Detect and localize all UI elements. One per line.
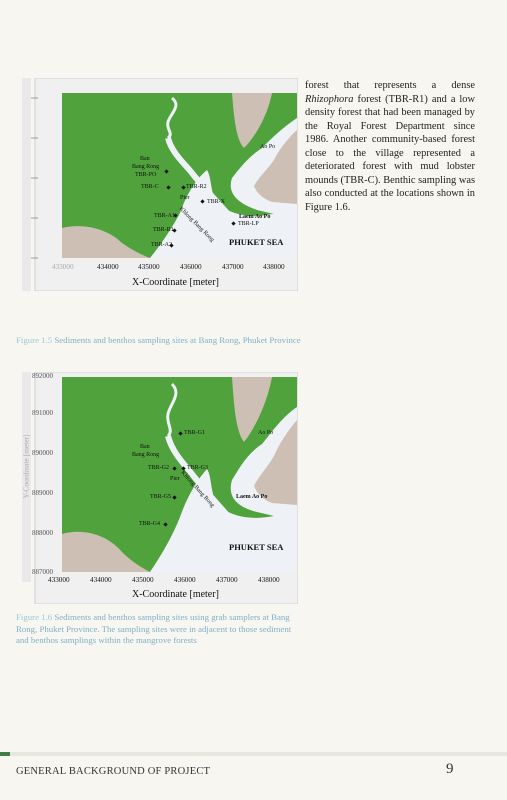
x-tick: 438000 xyxy=(258,576,280,584)
label-laem-ao-po-2: Laem Ao Po xyxy=(236,494,268,500)
x-tick: 434000 xyxy=(90,576,112,584)
label-ban: Ban xyxy=(140,156,150,162)
x-tick: 435000 xyxy=(138,263,160,271)
x-tick: 437000 xyxy=(216,576,238,584)
figure-1-6-caption xyxy=(16,612,301,647)
label-pier: Pier xyxy=(180,195,190,201)
caption-text: Sediments and benthos sampling sites at Bang Rong, Phuket Province xyxy=(54,335,301,345)
y-tick: 888000 xyxy=(32,529,53,537)
x-tick: 438000 xyxy=(263,263,285,271)
x-tick: 436000 xyxy=(174,576,196,584)
figure-1-5 xyxy=(22,78,298,291)
figure-1-6 xyxy=(22,372,298,604)
site-tbr-x: TBR-X xyxy=(207,199,225,205)
site-tbr-r2: TBR-R2 xyxy=(186,184,207,190)
site-tbr-c: TBR-C xyxy=(141,184,159,190)
label-bang-rong: Bang Rong xyxy=(132,164,160,170)
page-number: 9 xyxy=(446,761,454,777)
body-line-1: forest that represents a dense xyxy=(305,80,475,91)
label-ao-po-2: Ao Po xyxy=(258,430,274,436)
body-line-rest: forest (TBR-R1) and a low density forest that had been managed by the Royal Forest Department since 1986. Another community-based forest close to the village represented a deteriorated forest with mud lobster mounds (TBR-C). Benthic sampling was also conducted at the locations shown in Figure 1.6. xyxy=(305,93,475,213)
footer-accent xyxy=(0,752,10,756)
figure-1-5-caption xyxy=(16,335,301,347)
x-tick: 435000 xyxy=(132,576,154,584)
x-tick: 437000 xyxy=(222,263,244,271)
label-laem-ao-po: Laem Ao Po xyxy=(239,214,271,220)
y-tick: 891000 xyxy=(32,409,53,417)
site-tbr-g4: TBR-G4 xyxy=(139,521,160,527)
x-tick: 436000 xyxy=(180,263,202,271)
map2-labels xyxy=(22,372,298,604)
caption-label: Figure 1.6 xyxy=(16,612,53,622)
y-axis-label: Y-Coordinate [meter] xyxy=(21,434,31,499)
site-tbr-g1: TBR-G1 xyxy=(184,430,205,436)
footer-rule xyxy=(0,752,507,756)
label-ao-po: Ao Po xyxy=(260,144,276,150)
site-tbr-po: TBR-PO xyxy=(135,172,157,178)
label-bang-rong-2: Bang Rong xyxy=(132,452,160,458)
site-tbr-a2: TBR-A2 xyxy=(151,242,172,248)
x-tick: 434000 xyxy=(97,263,119,271)
label-sea: PHUKET SEA xyxy=(229,237,284,247)
site-tbr-lp: TBR-LP xyxy=(238,221,259,227)
x-tick: 433000 xyxy=(48,576,70,584)
label-ban-2: Ban xyxy=(140,444,150,450)
y-tick: 892000 xyxy=(32,372,53,380)
site-tbr-g2: TBR-G2 xyxy=(148,465,169,471)
site-tbr-r1: TBR-R1 xyxy=(153,227,174,233)
caption-text: Sediments and benthos sampling sites using grab samplers at Bang Rong, Phuket Province. The sampling sites were in adjacent to those sediment and benthos samplings within the mangrove forests xyxy=(16,612,292,645)
body-paragraph xyxy=(305,79,475,214)
label-khlong: Khlong Bang Rong xyxy=(177,206,216,244)
label-sea-2: PHUKET SEA xyxy=(229,542,284,552)
page-footer xyxy=(0,752,507,800)
y-tick: 887000 xyxy=(32,568,53,576)
x-axis-label-1: X-Coordinate [meter] xyxy=(132,277,219,288)
y-ticks-2 xyxy=(32,372,62,582)
y-tick: 890000 xyxy=(32,449,53,457)
site-tbr-g3: TBR-G3 xyxy=(187,465,208,471)
caption-label: Figure 1.5 xyxy=(16,335,53,345)
footer-title: GENERAL BACKGROUND OF PROJECT xyxy=(16,766,211,777)
label-pier-2: Pier xyxy=(170,476,180,482)
site-tbr-g5: TBR-G5 xyxy=(150,494,171,500)
map1-labels xyxy=(22,78,298,291)
body-italic-species: Rhizophora xyxy=(305,93,354,105)
x-tick: 433000 xyxy=(52,263,74,271)
x-axis-label-2: X-Coordinate [meter] xyxy=(132,589,219,600)
label-khlong-2: Khlong Bang Rong xyxy=(179,470,216,509)
site-tbr-a1: TBR-A1 xyxy=(154,213,175,219)
y-tick: 889000 xyxy=(32,489,53,497)
